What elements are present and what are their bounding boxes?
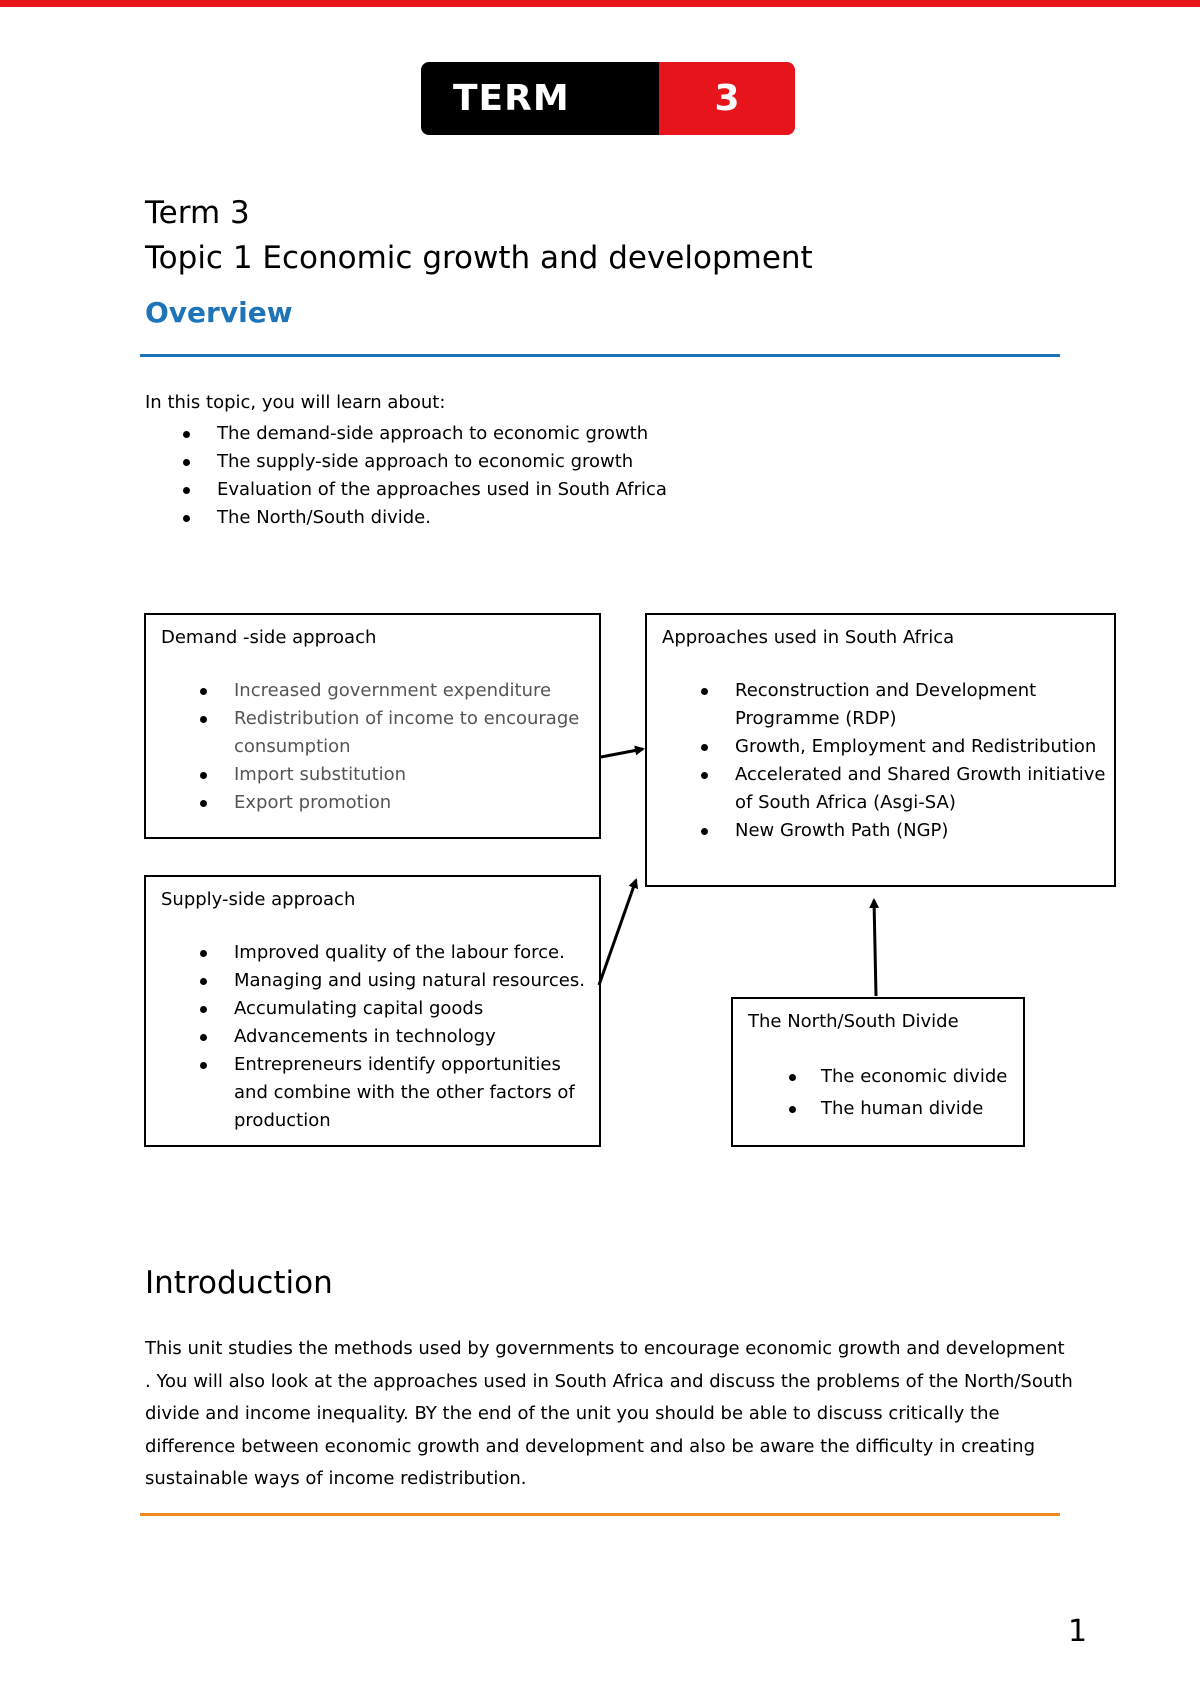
overview-heading: Overview (145, 296, 293, 329)
supply-side-list (146, 939, 589, 1135)
south-africa-title: Approaches used in South Africa (662, 627, 955, 648)
south-africa-list (647, 677, 1109, 845)
overview-lead: In this topic, you will learn about: (145, 392, 446, 413)
supply-side-title: Supply-side approach (161, 889, 356, 910)
top-red-rule (0, 0, 1200, 7)
term-badge-number: 3 (659, 62, 795, 135)
overview-divider (140, 354, 1060, 357)
term-heading: Term 3 (145, 195, 250, 231)
north-south-list (733, 1061, 1023, 1125)
demand-to-sa-arrow (601, 749, 643, 757)
overview-list (145, 420, 667, 532)
list-item: Accumulating capital goods (146, 995, 589, 1023)
list-item: Import substitution (146, 761, 589, 789)
north-south-title: The North/South Divide (748, 1011, 959, 1032)
list-item: Advancements in technology (146, 1023, 589, 1051)
demand-side-box (144, 613, 601, 839)
supply-to-sa-arrow (599, 880, 636, 985)
list-item: Accelerated and Shared Growth initiative of South Africa (Asgi-SA) (647, 761, 1109, 817)
supply-side-box (144, 875, 601, 1147)
term-badge-label: TERM (421, 62, 659, 135)
north-south-divide-box (731, 997, 1025, 1147)
list-item: Export promotion (146, 789, 589, 817)
south-africa-approaches-box (645, 613, 1116, 887)
list-item: Improved quality of the labour force. (146, 939, 589, 967)
list-item: The supply-side approach to economic growth (145, 448, 667, 476)
list-item: Redistribution of income to encourage consumption (146, 705, 589, 761)
list-item: Growth, Employment and Redistribution (647, 733, 1109, 761)
list-item: The North/South divide. (145, 504, 667, 532)
list-item: The economic divide (733, 1061, 1023, 1093)
introduction-heading: Introduction (145, 1265, 333, 1301)
introduction-paragraph: This unit studies the methods used by governments to encourage economic growth and development . You will also look at the approaches used in South Africa and discuss the problems of the North/South divide and income inequality. BY the end of the unit you should be able to discuss critically the difference between economic growth and development and also be aware the difficulty in creating sustainable ways of income redistribution. (145, 1338, 1073, 1489)
list-item: Reconstruction and Development Programme (RDP) (647, 677, 1109, 733)
list-item: Managing and using natural resources. (146, 967, 589, 995)
term-badge (421, 62, 795, 135)
ns-to-sa-arrow (874, 900, 876, 996)
introduction-divider (140, 1513, 1060, 1516)
list-item: The demand-side approach to economic growth (145, 420, 667, 448)
topic-heading: Topic 1 Economic growth and development (145, 240, 813, 276)
page-number: 1 (1068, 1614, 1088, 1649)
demand-side-title: Demand -side approach (161, 627, 377, 648)
list-item: Evaluation of the approaches used in South Africa (145, 476, 667, 504)
list-item: New Growth Path (NGP) (647, 817, 1109, 845)
list-item: The human divide (733, 1093, 1023, 1125)
list-item: Entrepreneurs identify opportunities and combine with the other factors of production (146, 1051, 589, 1135)
demand-side-list (146, 677, 589, 817)
list-item: Increased government expenditure (146, 677, 589, 705)
